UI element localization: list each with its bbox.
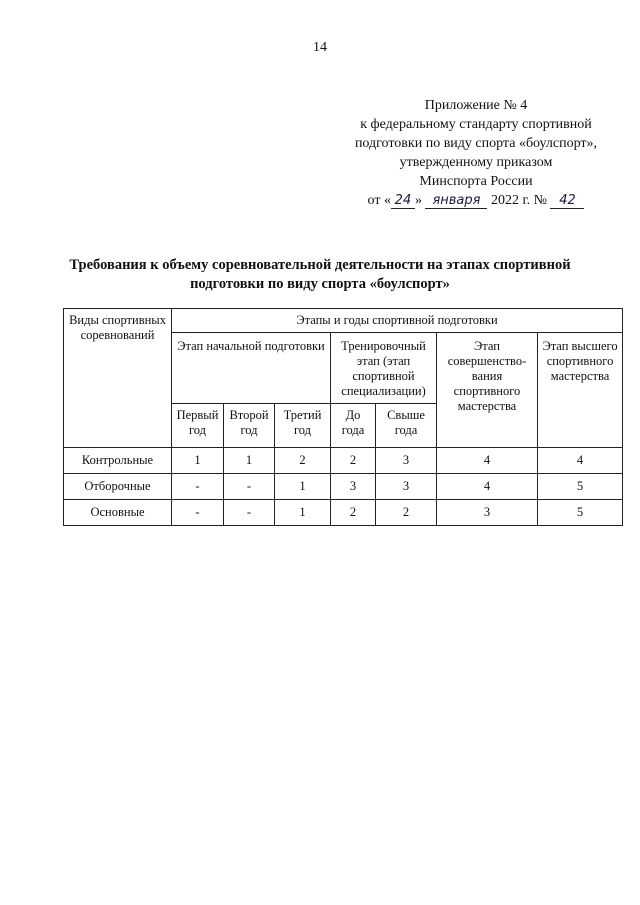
table-cell: - — [172, 474, 224, 500]
header-competition-kinds: Виды спортивных соревнований — [64, 309, 172, 448]
table-cell: 3 — [331, 474, 376, 500]
header-year-over-two: Свыше года — [376, 404, 437, 448]
document-title — [60, 256, 580, 294]
table-row — [64, 474, 623, 500]
title-line: Требования к объему соревновательной деятельности на этапах спортивной — [69, 257, 571, 273]
page-number: 14 — [313, 40, 327, 55]
table-cell: 2 — [331, 500, 376, 526]
header-year-third: Третий год — [275, 404, 331, 448]
header-year-first: Первый год — [172, 404, 224, 448]
header-year-second: Второй год — [224, 404, 275, 448]
handwritten-day: 24 — [391, 193, 415, 209]
row-label: Основные — [64, 500, 172, 526]
row-label: Отборочные — [64, 474, 172, 500]
table-cell: 4 — [538, 448, 623, 474]
table-row — [64, 500, 623, 526]
appendix-line: к федеральному стандарту спортивной — [360, 117, 592, 132]
row-label: Контрольные — [64, 448, 172, 474]
table-cell: 3 — [437, 500, 538, 526]
table-cell: 1 — [275, 474, 331, 500]
requirements-table — [63, 308, 623, 526]
date-prefix: от « — [367, 193, 391, 208]
header-stage-highest: Этап высшего спортивного мастерства — [538, 333, 623, 448]
table-cell: 5 — [538, 474, 623, 500]
order-date-line — [328, 191, 624, 210]
table-cell: 1 — [275, 500, 331, 526]
appendix-block — [328, 96, 624, 210]
table-cell: 4 — [437, 448, 538, 474]
table-cell: 3 — [376, 474, 437, 500]
table-cell: - — [172, 500, 224, 526]
header-year-upto-two: До года — [331, 404, 376, 448]
appendix-line: Минспорта России — [419, 174, 533, 189]
appendix-title: Приложение № 4 — [424, 98, 528, 113]
table-cell: - — [224, 474, 275, 500]
date-quote-close: » — [414, 193, 422, 208]
appendix-line: утвержденному приказом — [399, 155, 553, 170]
table-row — [64, 448, 623, 474]
handwritten-month: января — [425, 193, 487, 209]
handwritten-order-number: 42 — [550, 193, 584, 209]
header-stages-years: Этапы и годы спортивной подготовки — [172, 309, 623, 333]
table-cell: 4 — [437, 474, 538, 500]
header-stage-training: Тренировочный этап (этап спортивной специализации) — [331, 333, 437, 404]
table-cell: 1 — [224, 448, 275, 474]
table-cell: - — [224, 500, 275, 526]
header-stage-improvement: Этап совершенство-вания спортивного мастерства — [437, 333, 538, 448]
table-cell: 2 — [331, 448, 376, 474]
appendix-line: подготовки по виду спорта «боулспорт», — [354, 136, 598, 151]
title-line: подготовки по виду спорта «боулспорт» — [190, 276, 450, 292]
table-cell: 3 — [376, 448, 437, 474]
table-cell: 2 — [275, 448, 331, 474]
table-cell: 5 — [538, 500, 623, 526]
table-cell: 2 — [376, 500, 437, 526]
table-cell: 1 — [172, 448, 224, 474]
date-year: 2022 г. № — [490, 193, 547, 208]
header-stage-initial: Этап начальной подготовки — [172, 333, 331, 404]
